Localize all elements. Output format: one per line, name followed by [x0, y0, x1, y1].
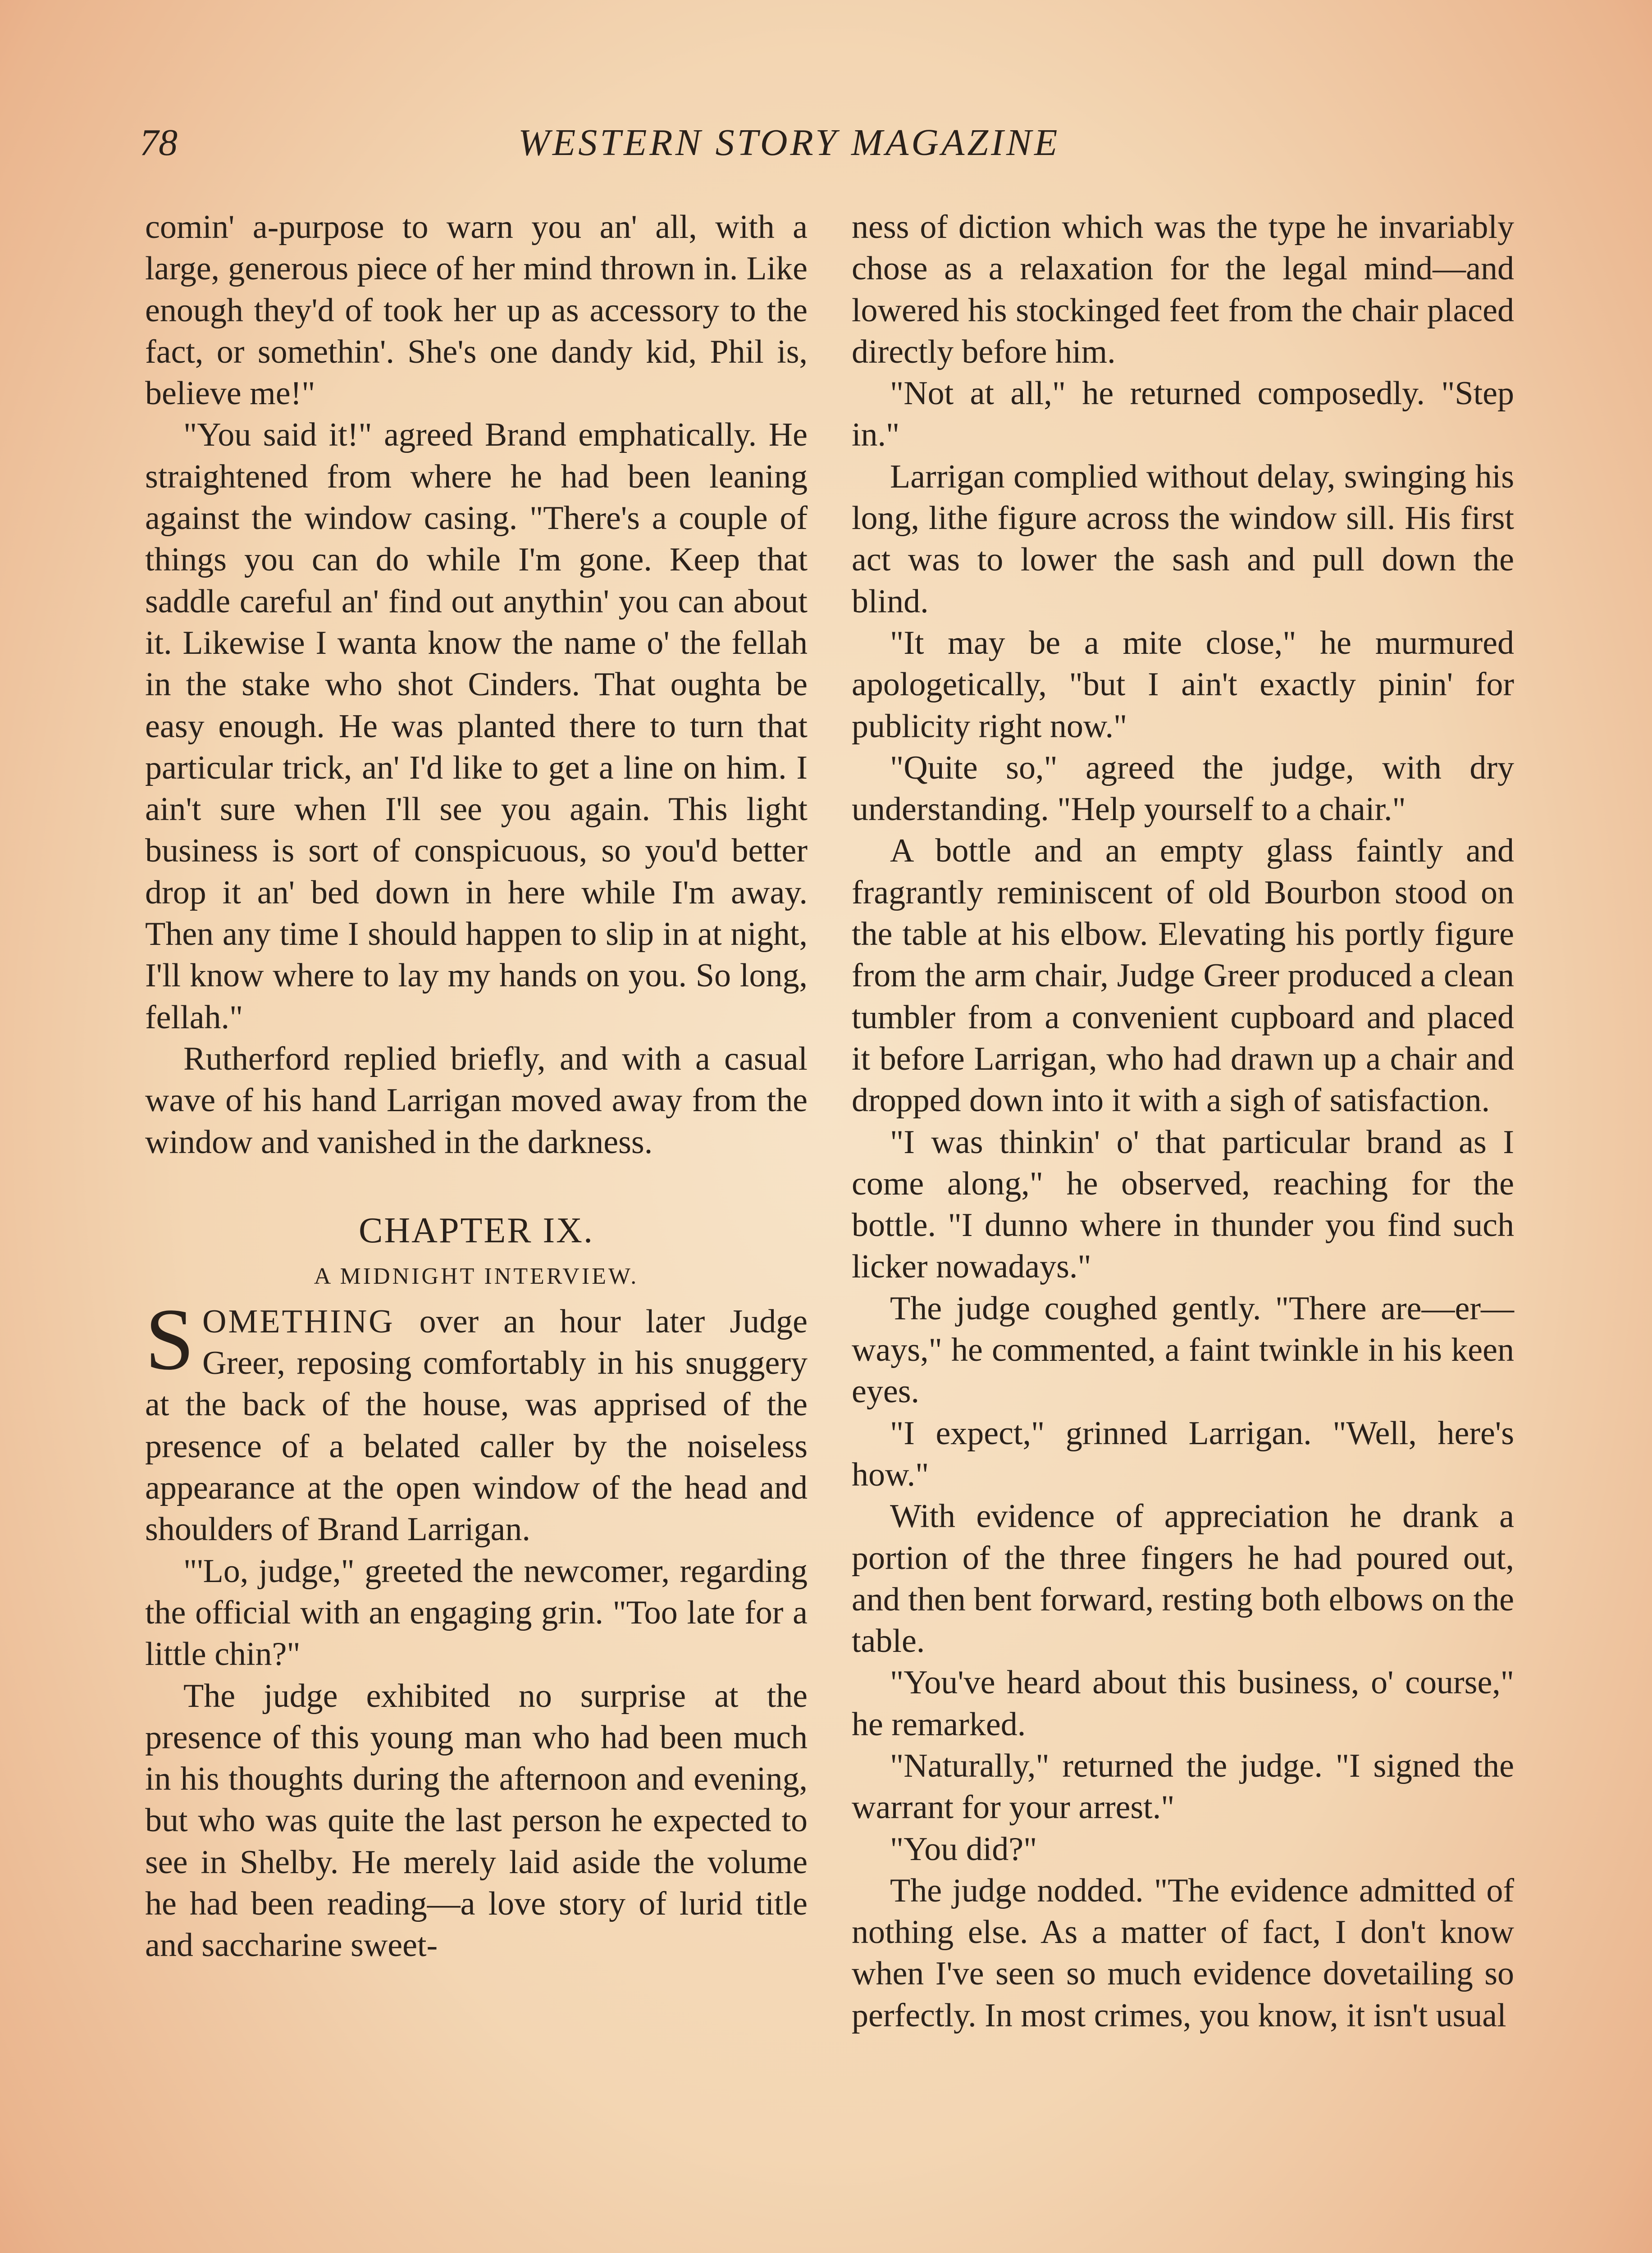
paragraph: "You did?" — [890, 1830, 1037, 1868]
paragraph: The judge coughed gently. "There are—er—ways," he commented, a faint twinkle in his keen eyes. — [852, 1290, 1514, 1410]
paragraph: The judge nodded. "The evidence admitted of nothing else. As a matter of fact, I don't know when I've seen so much evidence dovetailing so perfectly. In most crimes, you know, it isn't usual — [852, 1872, 1514, 2034]
paragraph: "It may be a mite close," he murmured apologetically, "but I ain't exactly pinin' for publicity right now." — [852, 624, 1514, 745]
paragraph: "I expect," grinned Larrigan. "Well, here's how." — [852, 1414, 1514, 1493]
paragraph: comin' a-purpose to warn you an' all, with a large, generous piece of her mind thrown in. Like enough they'd of took her up as accessory to the fact, or somethin'. She's one dandy kid, Phil is, believe me!" — [145, 209, 808, 412]
paragraph: Rutherford replied briefly, and with a casual wave of his hand Larrigan moved away from the window and vanished in the darkness. — [145, 1040, 808, 1161]
chapter-subtitle: A MIDNIGHT INTERVIEW. — [314, 1263, 639, 1289]
running-head: WESTERN STORY MAGAZINE — [518, 122, 1060, 164]
paragraph-text: over an hour later Judge Greer, reposing comfortably in his snuggery at the back of the house, was apprised of the presence of a belated caller by the noiseless appearance at the open window of the head and shoulders of Brand Larrigan. — [145, 1303, 808, 1548]
paragraph: "'Lo, judge," greeted the newcomer, regarding the official with an engaging grin. "Too late for a little chin?" — [145, 1552, 808, 1673]
paragraph: "I was thinkin' o' that particular brand as I come along," he observed, reaching for the bottle. "I dunno where in thunder you find such licker nowadays." — [852, 1123, 1514, 1286]
paragraph: Larrigan complied without delay, swinging his long, lithe figure across the window sill. His first act was to lower the sash and pull down the blind. — [852, 458, 1514, 620]
paragraph: "You said it!" agreed Brand emphatically. He straightened from where he had been leaning against the window casing. "There's a couple of things you can do while I'm gone. Keep that saddle careful an' find out anythin' you can about it. Likewise I wanta know the name o' the fellah in the stake who shot Cinders. That oughta be easy enough. He was planted there to turn that particular trick, an' I'd like to get a line on him. I ain't sure when I'll see you again. This light business is sort of conspicuous, so you'd better drop it an' bed down in here while I'm away. Then any time I should happen to slip in at night, I'll know where to lay my hands on you. So long, fellah." — [145, 416, 808, 1036]
left-column — [145, 206, 808, 1966]
paragraph: "You've heard about this business, o' course," he remarked. — [852, 1664, 1514, 1743]
chapter-opening-paragraph — [145, 1290, 808, 1551]
paragraph: A bottle and an empty glass faintly and fragrantly reminiscent of old Bourbon stood on the table at his elbow. Elevating his portly figure from the arm chair, Judge Greer produced a clean tumbler from a convenient cupboard and placed it before Larrigan, who had drawn up a chair and dropped down into it with a sigh of satisfaction. — [852, 832, 1514, 1119]
paragraph: "Not at all," he returned composedly. "Step in." — [852, 375, 1514, 454]
paragraph: "Quite so," agreed the judge, with dry understanding. "Help yourself to a chair." — [852, 749, 1514, 828]
paragraph: "Naturally," returned the judge. "I signed the warrant for your arrest." — [852, 1747, 1514, 1826]
paragraph: With evidence of appreciation he drank a portion of the three fingers he had poured out, and then bent forward, resting both elbows on the table. — [852, 1498, 1514, 1660]
paragraph: ness of diction which was the type he invariably chose as a relaxation for the legal mind—and lowered his stockinged feet from the chair placed directly before him. — [852, 209, 1514, 370]
paragraph: The judge exhibited no surprise at the presence of this young man who had been much in his thoughts during the afternoon and evening, but who was quite the last person he expected to see in Shelby. He merely laid aside the volume he had been reading—a love story of lurid title and saccharine sweet- — [145, 1677, 808, 1964]
chapter-title: CHAPTER IX. — [359, 1210, 594, 1250]
lead-in-caps: OMETHING — [202, 1303, 395, 1340]
right-column — [852, 206, 1514, 2036]
page-number: 78 — [140, 122, 178, 164]
drop-cap: S — [145, 1290, 195, 1388]
